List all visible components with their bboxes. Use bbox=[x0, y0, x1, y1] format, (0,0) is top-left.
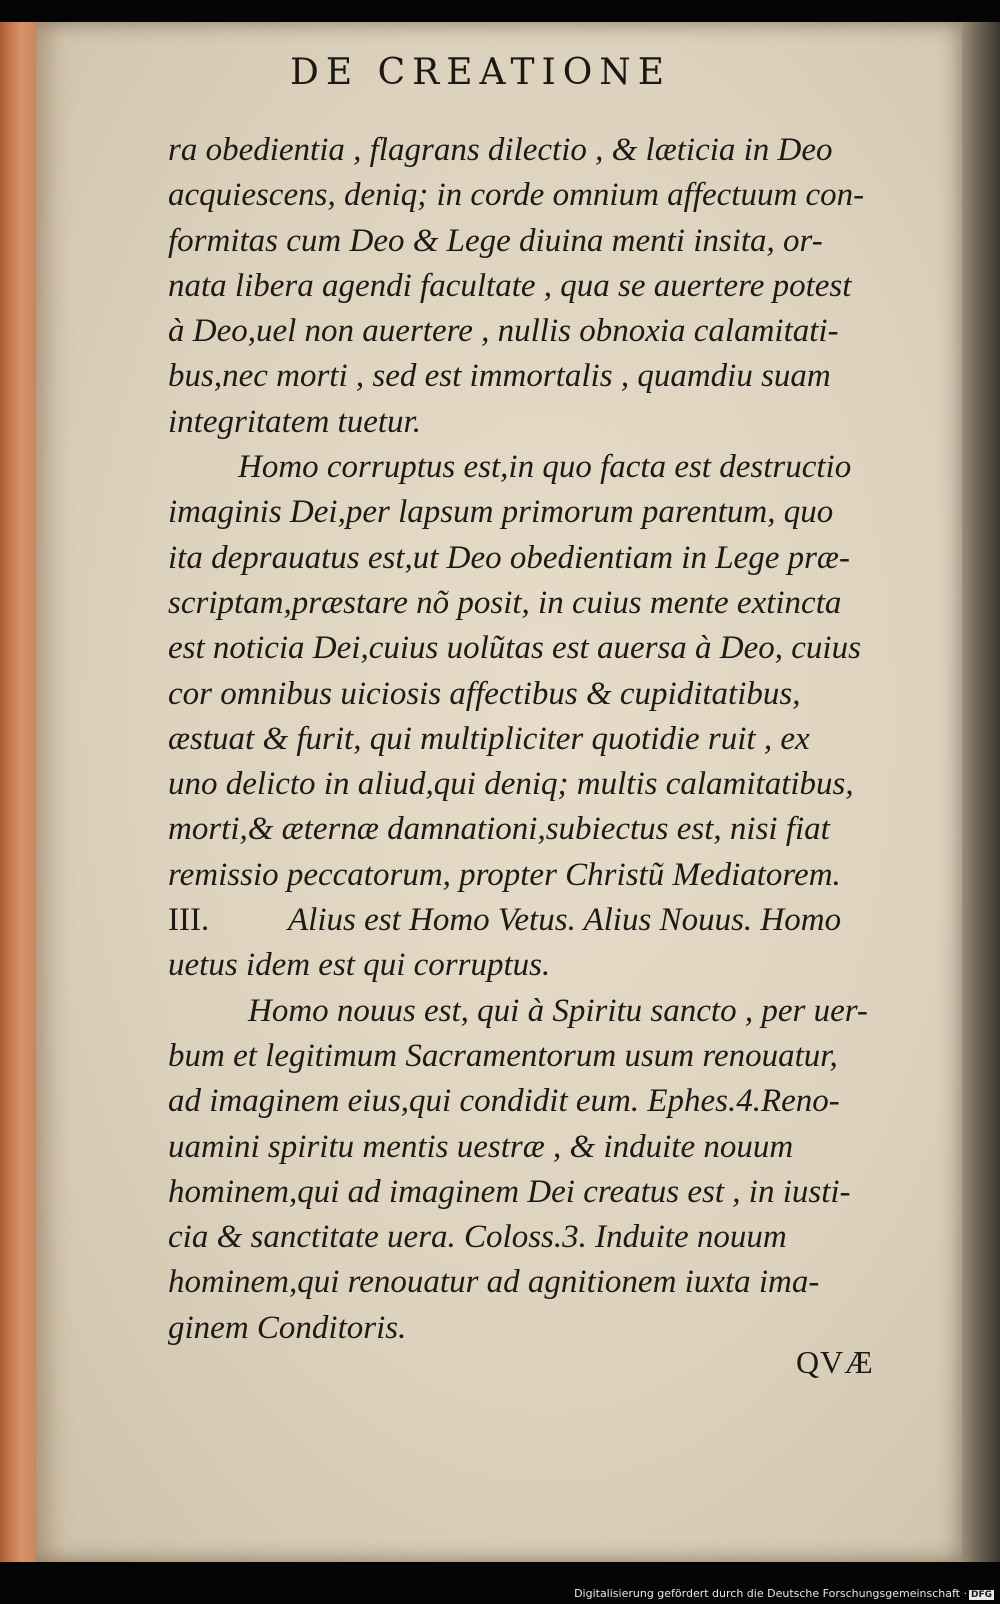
text-line: morti,& ӕternӕ damnationi,subiectus est, nisi fiat bbox=[168, 811, 830, 848]
text-line: acquiescens, deniq; in corde omnium affectuum con- bbox=[168, 177, 865, 214]
text-line: scriptam,prӕstare nõ posit, in cuius mente extincta bbox=[168, 584, 842, 621]
text-line: cor omnibus uiciosis affectibus & cupiditatibus, bbox=[168, 675, 801, 712]
text-line: hominem,qui ad imaginem Dei creatus est , in iusti- bbox=[168, 1173, 851, 1210]
text-line bbox=[168, 898, 908, 943]
text-line: ra obedientia , flagrans dilectio , & lӕticia in Deo bbox=[168, 132, 833, 168]
dfg-logo: DFG bbox=[970, 1590, 992, 1600]
text-line: à Deo,uel non auertere , nullis obnoxia calamitati- bbox=[168, 313, 839, 350]
text-line: bum et legitimum Sacramentorum usum renouatur, bbox=[168, 1037, 838, 1074]
text-line: cia & sanctitate uera. Coloss.3. Induite nouum bbox=[168, 1219, 787, 1256]
text-line: nata libera agendi facultate , qua se auertere potest bbox=[168, 267, 852, 304]
text-line: integritatem tuetur. bbox=[168, 403, 421, 440]
text-line: Homo corruptus est,in quo facta est destructio bbox=[238, 449, 852, 486]
text-line: Homo nouus est, qui à Spiritu sancto , per uer- bbox=[248, 992, 868, 1029]
text-line: ad imaginem eius,qui condidit eum. Ephes.4.Reno- bbox=[168, 1083, 840, 1120]
section-number: III. bbox=[168, 902, 210, 939]
text-line: est noticia Dei,cuius uolũtas est auersa à Deo, cuius bbox=[168, 630, 861, 667]
text-line: hominem,qui renouatur ad agnitionem iuxta ima- bbox=[168, 1264, 820, 1301]
running-title: DE CREATIONE bbox=[290, 52, 672, 93]
text-line: uamini spiritu mentis uestrӕ , & induite nouum bbox=[168, 1128, 794, 1165]
digitization-credit bbox=[574, 1587, 994, 1600]
text-line-content: Alius est Homo Vetus. Alius Nouus. Homo bbox=[288, 902, 842, 939]
text-line: uetus idem est qui corruptus. bbox=[168, 947, 551, 984]
text-line: ginem Conditoris. bbox=[168, 1309, 407, 1346]
page-text bbox=[168, 128, 908, 1351]
text-line: ita deprauatus est,ut Deo obedientiam in Lege prӕ- bbox=[168, 539, 850, 576]
text-line: formitas cum Deo & Lege diuina menti insita, or- bbox=[168, 222, 823, 259]
catchword: QVÆ bbox=[796, 1344, 874, 1380]
text-line: imaginis Dei,per lapsum primorum parentum, quo bbox=[168, 494, 834, 531]
text-line: ӕstuat & furit, qui multipliciter quotidie ruit , ex bbox=[168, 720, 810, 757]
book-spine-edge bbox=[0, 22, 36, 1562]
text-line: uno delicto in aliud,qui deniq; multis calamitatibus, bbox=[168, 766, 854, 803]
page-fore-edge bbox=[962, 22, 1000, 1562]
text-line: remissio peccatorum, propter Christũ Mediatorem. bbox=[168, 856, 841, 893]
credit-text: Digitalisierung gefördert durch die Deutsche Forschungsgemeinschaft · bbox=[574, 1587, 967, 1600]
text-line: bus,nec morti , sed est immortalis , quamdiu suam bbox=[168, 358, 831, 395]
